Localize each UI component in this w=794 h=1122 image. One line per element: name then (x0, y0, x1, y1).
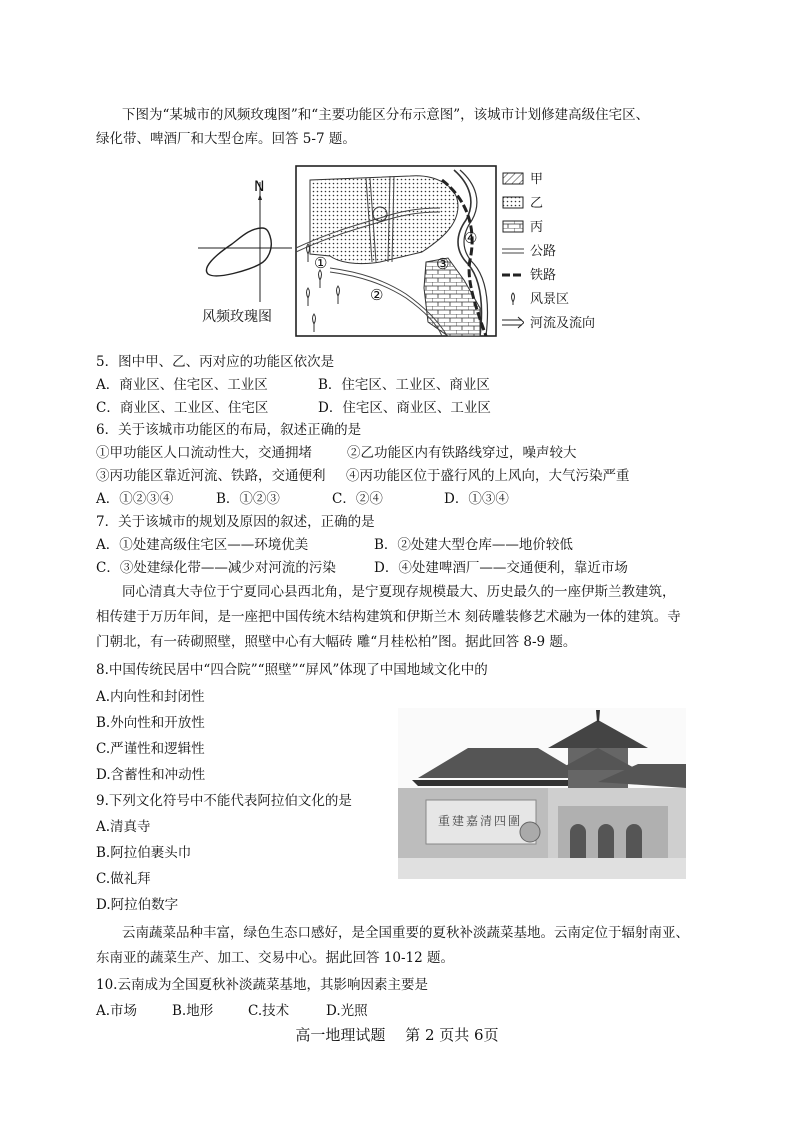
intro-paragraph-line: 绿化带、啤酒厂和大型仓库。回答 5-7 题。 (96, 131, 356, 147)
question-9-option-b: B.阿拉伯裹头巾 (96, 845, 192, 861)
zone-label-1: ① (314, 254, 328, 272)
question-5-option-a: A．商业区、住宅区、工业区 (96, 377, 268, 393)
question-6-statement-3: ③丙功能区靠近河流、铁路，交通便利 (96, 468, 326, 484)
question-8-option-c: C.严谨性和逻辑性 (96, 741, 205, 757)
legend-item-road: 公路 (502, 240, 556, 259)
rail-line-icon (502, 268, 524, 281)
legend-item-yi: 乙 (502, 192, 543, 211)
question-10-option-a: A.市场 (96, 1003, 138, 1019)
question-5-stem: 5．图中甲、乙、丙对应的功能区依次是 (96, 354, 335, 370)
question-6-statement-2: ②乙功能区内有铁路线穿过，噪声较大 (347, 445, 577, 461)
question-8-option-a: A.内向性和封闭性 (96, 689, 205, 705)
question-7-option-d: D．④处建啤酒厂——交通便利，靠近市场 (374, 560, 628, 576)
brick-fill-icon (502, 220, 524, 233)
zone-label-4: ④ (464, 229, 478, 247)
mosque-photo (398, 708, 686, 879)
dotted-fill-icon (502, 196, 524, 209)
question-6-option-c: C．②④ (332, 491, 383, 507)
question-6-stem: 6．关于该城市功能区的布局，叙述正确的是 (96, 422, 362, 438)
diagonal-hatch-icon (502, 172, 524, 185)
legend-item-railway: 铁路 (502, 264, 556, 283)
question-5-option-b: B．住宅区、工业区、商业区 (318, 377, 490, 393)
question-5-option-c: C．商业区、工业区、住宅区 (96, 400, 269, 416)
wind-rose (198, 182, 292, 302)
zone-label-2: ② (370, 286, 384, 304)
question-10-option-b: B.地形 (172, 1003, 214, 1019)
legend-item-river: 河流及流向 (502, 312, 595, 331)
intro-paragraph-line: 东南亚的蔬菜生产、加工、交易中心。据此回答 10-12 题。 (96, 950, 454, 966)
double-line-icon (502, 244, 524, 257)
question-9-stem: 9.下列文化符号中不能代表阿拉伯文化的是 (96, 793, 352, 809)
question-10-option-c: C.技术 (248, 1003, 290, 1019)
question-10-option-d: D.光照 (326, 1003, 368, 1019)
question-6-option-a: A．①②③④ (96, 491, 174, 507)
intro-paragraph-line: 门朝北，有一砖砌照壁，照壁中心有大幅砖 雕“月桂松柏”图。据此回答 8-9 题。 (96, 634, 577, 650)
river-arrow-icon (502, 316, 524, 329)
question-10-stem: 10.云南成为全国夏秋补淡蔬菜基地，其影响因素主要是 (96, 977, 428, 993)
legend-item-scenic: 风景区 (502, 288, 569, 307)
wind-rose-caption: 风频玫瑰图 (202, 309, 272, 325)
question-5-option-d: D．住宅区、商业区、工业区 (318, 400, 491, 416)
legend-item-bing: 丙 (502, 216, 543, 235)
question-9-option-a: A.清真寺 (96, 819, 151, 835)
question-8-option-b: B.外向性和开放性 (96, 715, 205, 731)
question-8-stem: 8.中国传统民居中“四合院”“照壁”“屏风”体现了中国地域文化中的 (96, 662, 488, 678)
question-7-stem: 7．关于该城市的规划及原因的叙述，正确的是 (96, 514, 375, 530)
question-7-option-c: C．③处建绿化带——减少对河流的污染 (96, 560, 336, 576)
intro-paragraph-line: 相传建于万历年间，是一座把中国传统木结构建筑和伊斯兰木 刻砖雕装修艺术融为一体的建筑。寺 (96, 609, 681, 625)
question-7-option-a: A．①处建高级住宅区——环境优美 (96, 537, 309, 553)
mosque-sign-text: 重建嘉清四圍 (438, 814, 523, 828)
intro-paragraph-line: 云南蔬菜品种丰富，绿色生态口感好，是全国重要的夏秋补淡蔬菜基地。云南定位于辐射南亚、 (122, 925, 689, 941)
question-7-option-b: B．②处建大型仓库——地价较低 (374, 537, 573, 553)
legend-item-jia: 甲 (502, 168, 543, 187)
zone-label-3: ③ (436, 255, 450, 273)
question-9-option-c: C.做礼拜 (96, 871, 151, 887)
question-6-statement-1: ①甲功能区人口流动性大，交通拥堵 (96, 445, 312, 461)
question-6-option-b: B．①②③ (216, 491, 280, 507)
page-footer: 高一地理试题 第 2 页共 6页 (295, 1026, 499, 1044)
question-9-option-d: D.阿拉伯数字 (96, 897, 179, 913)
intro-paragraph-line: 下图为“某城市的风频玫瑰图”和“主要功能区分布示意图”，该城市计划修建高级住宅区、 (122, 107, 650, 123)
question-6-statement-4: ④丙功能区位于盛行风的上风向，大气污染严重 (346, 468, 630, 484)
question-6-option-d: D．①③④ (444, 491, 509, 507)
tree-icon (502, 292, 524, 305)
intro-paragraph-line: 同心清真大寺位于宁夏同心县西北角，是宁夏现存规模最大、历史最久的一座伊斯兰教建筑， (122, 584, 676, 600)
north-label: N (254, 179, 265, 195)
question-8-option-d: D.含蓄性和冲动性 (96, 767, 206, 783)
